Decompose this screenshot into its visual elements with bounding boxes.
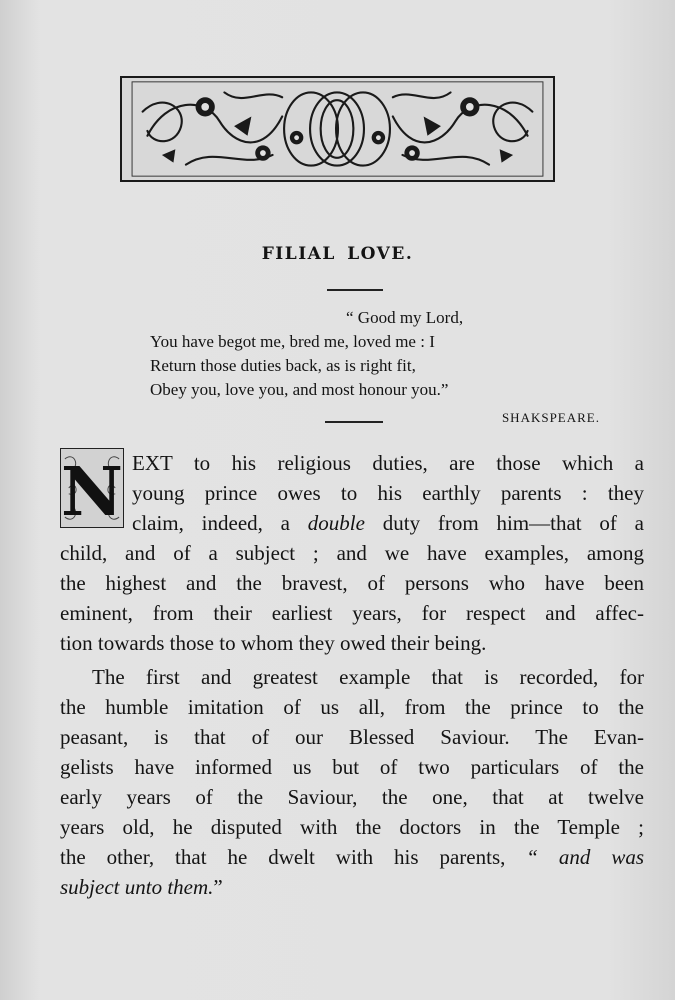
text-line: eminent, from their earliest years, for respect and affec- (60, 601, 644, 625)
text-line: the humble imitation of us all, from the prince to the (60, 695, 644, 719)
emphasis: subject unto them. (60, 875, 214, 899)
text-line: early years of the Saviour, the one, that at twelve (60, 785, 644, 809)
attribution-rule (325, 421, 383, 423)
text-line: tion towards those to whom they owed their being. (60, 631, 487, 655)
chapter-title: FILIAL LOVE. (261, 244, 414, 264)
text-line: EXT to his religious duties, are those which a (132, 451, 644, 475)
dropcap-letter: N (61, 451, 123, 527)
epigraph-line: Obey you, love you, and most honour you.” (150, 380, 449, 399)
epigraph (150, 306, 520, 402)
text-line: young prince owes to his earthly parents : they (132, 481, 644, 505)
epigraph-line: You have begot me, bred me, loved me : I (150, 332, 435, 351)
title-rule (327, 289, 383, 291)
epigraph-attribution: SHAKSPEARE. (501, 410, 600, 425)
emphasis: “ and was (526, 845, 644, 869)
text-line: subject unto them.” (60, 875, 223, 899)
text-line: gelists have informed us but of two particulars of the (60, 755, 644, 779)
epigraph-line: “ Good my Lord, (346, 308, 464, 327)
text-line: peasant, is that of our Blessed Saviour. The Evan- (60, 725, 644, 749)
floral-headpiece-ornament (120, 76, 555, 182)
floral-ornament-icon (122, 78, 553, 180)
text-line: child, and of a subject ; and we have examples, among (60, 541, 644, 565)
text-line: the other, that he dwelt with his parents, “ and was (60, 845, 644, 869)
emphasis: double (307, 511, 365, 535)
text-line: claim, indeed, a double duty from him—that of a (132, 511, 644, 535)
text-line: years old, he disputed with the doctors in the Temple ; (60, 815, 644, 839)
epigraph-line: Return those duties back, as is right fit, (150, 356, 416, 375)
dropcap-n-icon (61, 449, 123, 527)
ornamental-dropcap (60, 448, 124, 528)
text-line: The first and greatest example that is recorded, for (92, 665, 644, 689)
text-line: the highest and the bravest, of persons who have been (60, 571, 644, 595)
